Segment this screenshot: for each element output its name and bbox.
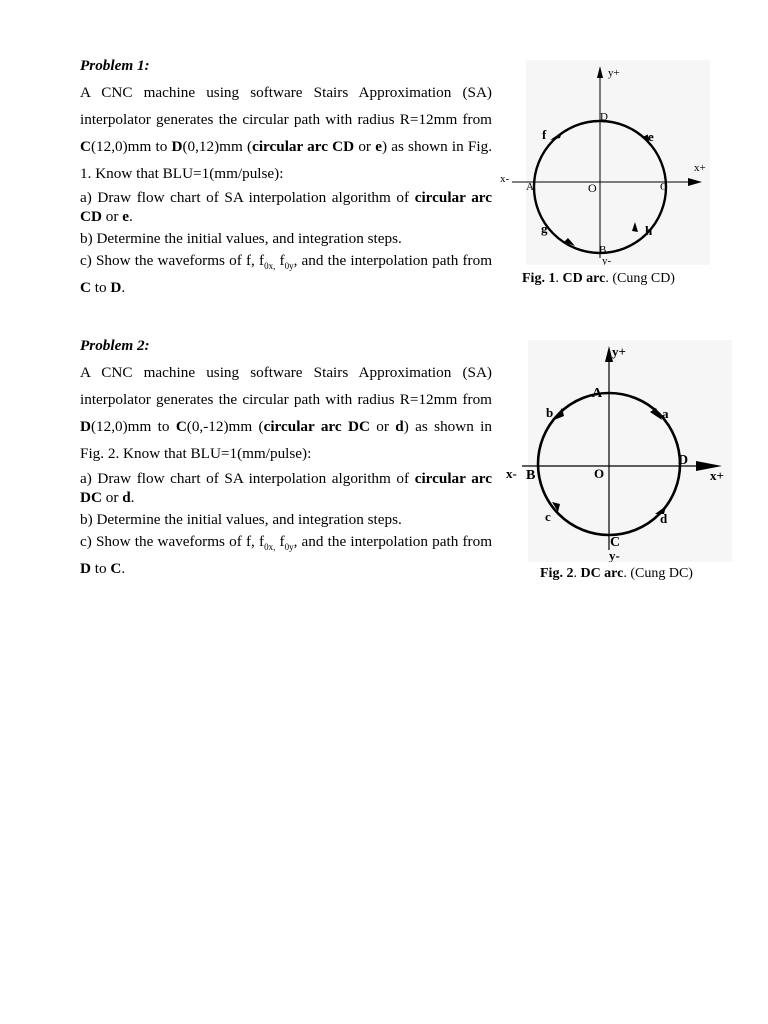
problem-1-intro: A CNC machine using software Stairs Approximation (SA) interpolator generates the circular path with radius R=12mm from C(12,0)mm to D(0,12)mm (circular arc CD or e) as shown in Fig. 1. Know that BLU=1(mm/pulse): (80, 84, 492, 182)
figure-2-arc-d: d (660, 511, 668, 526)
figure-1-y-plus: y+ (608, 67, 620, 79)
problem-1 (80, 56, 492, 299)
figure-1-arc-f: f (542, 127, 547, 142)
figure-1-point-b: B (599, 244, 607, 256)
figure-2-arc-c: c (545, 509, 551, 524)
problem-2-title: Problem 2: (80, 337, 150, 354)
figure-1-arc-g: g (541, 221, 548, 236)
figure-2-arc-b: b (546, 405, 554, 420)
problem-2-part-a: a) Draw flow chart of SA interpolation algorithm of circular arc DC or d. (80, 470, 493, 506)
figure-1-x-minus: x- (500, 173, 510, 185)
figure-2-arc-a: a (662, 406, 669, 421)
figure-2-point-a: A (592, 386, 603, 401)
figure-1-arc-e: e (648, 129, 654, 144)
figure-2-y-plus: y+ (612, 344, 626, 359)
figure-1-point-a: A (526, 181, 534, 193)
problem-1-part-b: b) Determine the initial values, and integration steps. (80, 230, 402, 247)
problem-2-part-b: b) Determine the initial values, and integration steps. (80, 511, 402, 528)
problem-2-part-c: c) Show the waveforms of f, $f_{0x,}$ $f_{0y}$, and the interpolation path from D to C. (80, 533, 493, 578)
figure-1-arc-h: h (645, 223, 653, 238)
figure-1-x-plus: x+ (694, 162, 706, 174)
figure-1-point-c: C (660, 181, 668, 193)
figure-2-y-minus: y- (609, 548, 620, 562)
figure-2-point-b: B (526, 468, 536, 483)
figure-2-origin: O (594, 466, 605, 481)
figure-2-background (528, 340, 732, 562)
problem-2-intro: A CNC machine using software Stairs Approximation (SA) interpolator generates the circular path with radius R=12mm from D(12,0)mm to C(0,-12)mm (circular arc DC or d) as shown in Fig. 2. Know that BLU=1(mm/pulse): (80, 364, 492, 462)
figure-2-point-d: D (678, 453, 689, 468)
figure-1-y-minus: y- (602, 255, 612, 265)
figure-2-diagram (502, 340, 732, 562)
problem-1-title: Problem 1: (80, 57, 150, 74)
problem-1-part-c: c) Show the waveforms of f, $f_{0x,}$ $f_{0y}$, and the interpolation path from C to D. (80, 252, 493, 297)
figure-1-diagram (498, 60, 710, 265)
problem-2 (80, 336, 492, 580)
figure-1-point-d: D (600, 111, 608, 123)
figure-2-x-minus: x- (506, 466, 517, 481)
figure-1-caption: Fig. 1. CD arc. (Cung CD) (522, 271, 675, 286)
figure-1-origin: O (588, 181, 597, 195)
figure-2-x-plus: x+ (710, 468, 724, 483)
figure-2-point-c: C (610, 535, 621, 550)
figure-2-caption: Fig. 2. DC arc. (Cung DC) (540, 566, 693, 581)
problem-1-part-a: a) Draw flow chart of SA interpolation algorithm of circular arc CD or e. (80, 189, 493, 225)
